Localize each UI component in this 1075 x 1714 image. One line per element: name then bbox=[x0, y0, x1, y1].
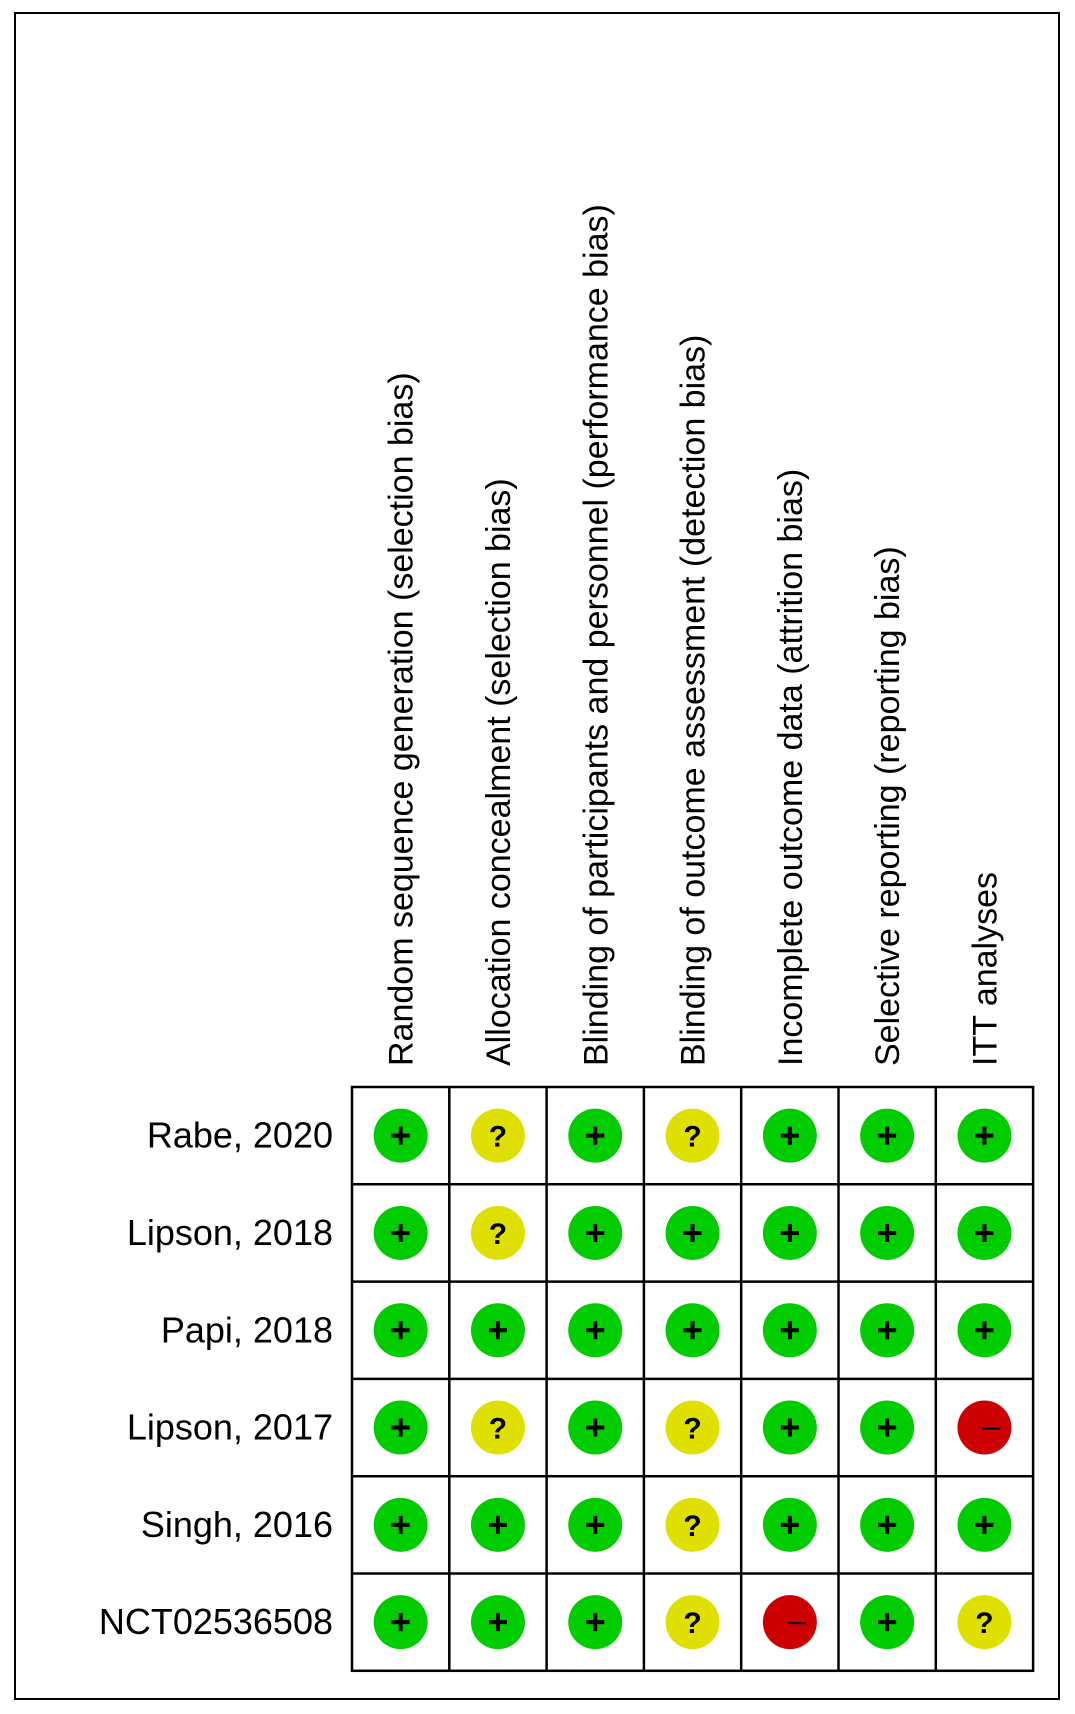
row-label: Lipson, 2017 bbox=[126, 1406, 333, 1448]
rating-low-mark bbox=[957, 1109, 1011, 1163]
rating-unclear-mark bbox=[666, 1595, 720, 1649]
rating-low-mark bbox=[860, 1401, 914, 1455]
rating-low-mark bbox=[374, 1401, 428, 1455]
table-grid bbox=[352, 1087, 1033, 1671]
rating-low-mark bbox=[374, 1109, 428, 1163]
rating-low-mark bbox=[568, 1109, 622, 1163]
rating-low-mark bbox=[763, 1206, 817, 1260]
rating-unclear-mark bbox=[471, 1206, 525, 1260]
rating-unclear-mark bbox=[957, 1595, 1011, 1649]
rating-low-mark bbox=[763, 1303, 817, 1357]
rating-high-mark bbox=[957, 1401, 1011, 1455]
rating-low-mark bbox=[860, 1206, 914, 1260]
rating-low-mark bbox=[763, 1401, 817, 1455]
row-label: Rabe, 2020 bbox=[146, 1114, 333, 1156]
rating-low-mark bbox=[763, 1109, 817, 1163]
rating-low-mark bbox=[860, 1595, 914, 1649]
row-label: Lipson, 2018 bbox=[126, 1211, 333, 1253]
row-label: Singh, 2016 bbox=[140, 1503, 333, 1545]
rating-low-mark bbox=[568, 1401, 622, 1455]
column-label: Selective reporting (reporting bias) bbox=[869, 546, 908, 1066]
rating-low-mark bbox=[374, 1303, 428, 1357]
column-label: Incomplete outcome data (attrition bias) bbox=[771, 468, 810, 1066]
question-icon: ? bbox=[683, 1509, 702, 1543]
row-label: NCT02536508 bbox=[98, 1601, 333, 1643]
rating-low-mark bbox=[666, 1206, 720, 1260]
rating-low-mark bbox=[957, 1206, 1011, 1260]
rating-low-mark bbox=[860, 1498, 914, 1552]
row-labels bbox=[99, 1115, 333, 1643]
question-icon: ? bbox=[488, 1412, 508, 1446]
rating-low-mark bbox=[568, 1595, 622, 1649]
column-label: Allocation concealment (selection bias) bbox=[479, 478, 518, 1066]
rating-low-mark bbox=[568, 1498, 622, 1552]
rating-unclear-mark bbox=[471, 1109, 525, 1163]
rating-high-mark bbox=[763, 1595, 817, 1649]
column-label: ITT analyses bbox=[966, 871, 1005, 1066]
column-label: Random sequence generation (selection bias) bbox=[382, 372, 421, 1066]
question-icon: ? bbox=[975, 1607, 994, 1641]
rating-low-mark bbox=[471, 1303, 525, 1357]
rating-low-mark bbox=[471, 1498, 525, 1552]
column-labels bbox=[383, 204, 1005, 1066]
rating-low-mark bbox=[471, 1595, 525, 1649]
rating-low-mark bbox=[374, 1498, 428, 1552]
question-icon: ? bbox=[683, 1412, 702, 1446]
question-icon: ? bbox=[683, 1120, 702, 1154]
question-icon: ? bbox=[683, 1607, 702, 1641]
question-icon: ? bbox=[488, 1217, 508, 1251]
row-label: Papi, 2018 bbox=[160, 1309, 333, 1351]
rating-low-mark bbox=[957, 1303, 1011, 1357]
rating-low-mark bbox=[860, 1109, 914, 1163]
rating-low-mark bbox=[374, 1206, 428, 1260]
rating-low-mark bbox=[666, 1303, 720, 1357]
rating-low-mark bbox=[957, 1498, 1011, 1552]
rating-low-mark bbox=[568, 1303, 622, 1357]
rating-unclear-mark bbox=[666, 1109, 720, 1163]
question-icon: ? bbox=[488, 1120, 508, 1154]
rating-unclear-mark bbox=[666, 1401, 720, 1455]
column-label: Blinding of outcome assessment (detection bias) bbox=[674, 334, 713, 1066]
rating-low-mark bbox=[568, 1206, 622, 1260]
rating-unclear-mark bbox=[471, 1401, 525, 1455]
rating-low-mark bbox=[763, 1498, 817, 1552]
column-label: Blinding of participants and personnel (performance bias) bbox=[577, 204, 616, 1066]
rating-low-mark bbox=[374, 1595, 428, 1649]
rating-low-mark bbox=[860, 1303, 914, 1357]
rating-unclear-mark bbox=[666, 1498, 720, 1552]
